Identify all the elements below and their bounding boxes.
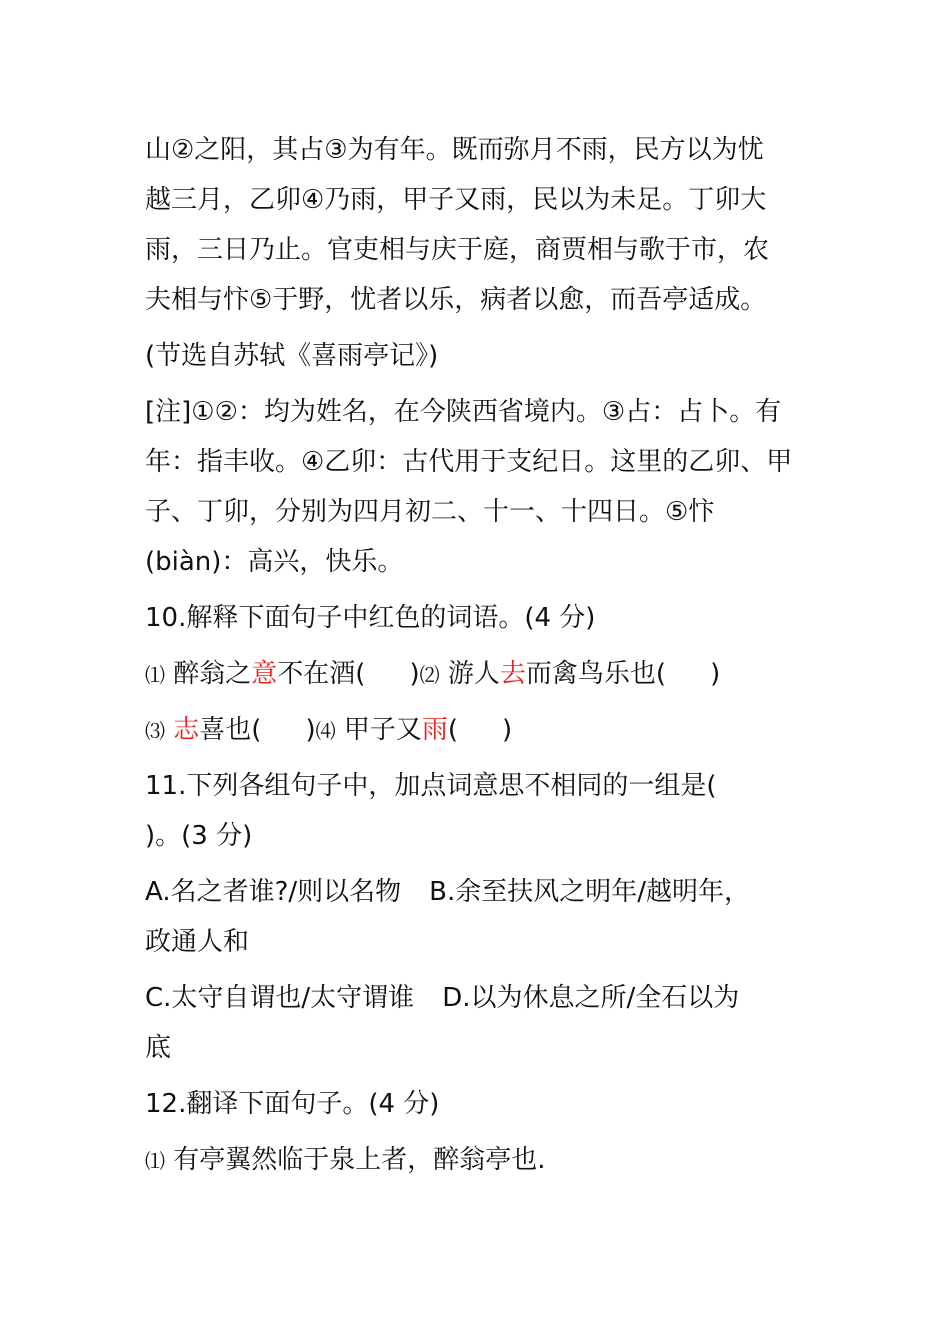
question-stem-cont: )。(3 分) — [145, 821, 253, 851]
note-line: 年：指丰收。④乙卯：古代用于支纪日。这里的乙卯、甲 — [145, 447, 793, 477]
notes — [145, 387, 815, 587]
item-close: ) — [409, 659, 420, 689]
item-number: ⑶ — [145, 719, 165, 743]
item-close: ) — [305, 715, 316, 745]
question-item — [145, 1135, 815, 1185]
passage — [145, 125, 815, 381]
highlighted-word: 志 — [173, 715, 200, 745]
question-stem: 10.解释下面句子中红色的词语。(4 分) — [145, 603, 596, 633]
question-items-row — [145, 705, 815, 755]
highlighted-word: 去 — [499, 659, 526, 689]
item-text-post: 喜也( — [199, 715, 262, 745]
option-d: D.以为休息之所/全石以为 — [442, 983, 740, 1013]
item-number: ⑴ — [145, 1149, 165, 1173]
item-text-pre: 醉翁之 — [173, 659, 252, 689]
option-a: A.名之者谁?/则以名物 — [145, 877, 402, 907]
question-items-row — [145, 649, 815, 699]
item-close: ) — [502, 715, 513, 745]
item-text-post: 而禽鸟乐也( — [525, 659, 667, 689]
passage-line: 雨，三日乃止。官吏相与庆于庭，商贾相与歌于市，农 — [145, 235, 770, 265]
question-stem: 12.翻译下面句子。(4 分) — [145, 1089, 440, 1119]
item-text-post: 不在酒( — [277, 659, 366, 689]
item-number: ⑷ — [315, 719, 336, 743]
document-page — [145, 125, 815, 1185]
option-c: C.太守自谓也/太守谓谁 — [145, 983, 415, 1013]
highlighted-word: 雨 — [421, 715, 448, 745]
item-number: ⑴ — [145, 663, 165, 687]
question-stem: 11.下列各组句子中，加点词意思不相同的一组是( — [145, 771, 717, 801]
note-line: [注]①②：均为姓名，在今陕西省境内。③占：占卜。有 — [145, 397, 782, 427]
question-10 — [145, 593, 815, 755]
options-row — [145, 867, 815, 917]
item-close: ) — [710, 659, 721, 689]
passage-line: 山②之阳，其占③为有年。既而弥月不雨，民方以为忧 — [145, 135, 764, 165]
passage-source: (节选自苏轼《喜雨亭记》) — [145, 341, 439, 371]
passage-line: 越三月，乙卯④乃雨，甲子又雨，民以为未足。丁卯大 — [145, 185, 767, 215]
passage-line: 夫相与忭⑤于野，忧者以乐，病者以愈，而吾亭适成。 — [145, 285, 767, 315]
question-12 — [145, 1079, 815, 1185]
item-number: ⑵ — [419, 663, 440, 687]
option-d-cont: 底 — [145, 1033, 172, 1063]
option-b-cont: 政通人和 — [145, 927, 250, 957]
question-11 — [145, 761, 815, 1073]
options-row — [145, 973, 815, 1023]
note-line: (biàn)：高兴，快乐。 — [145, 547, 404, 577]
item-text-pre: 甲子又 — [343, 715, 422, 745]
item-text-pre: 游人 — [447, 659, 500, 689]
note-line: 子、丁卯，分别为四月初二、十一、十四日。⑤忭 — [145, 497, 715, 527]
item-text-post: ( — [447, 715, 459, 745]
option-b: B.余至扶风之明年/越明年， — [429, 877, 751, 907]
item-text: 有亭翼然临于泉上者，醉翁亭也. — [173, 1145, 546, 1175]
highlighted-word: 意 — [251, 659, 278, 689]
